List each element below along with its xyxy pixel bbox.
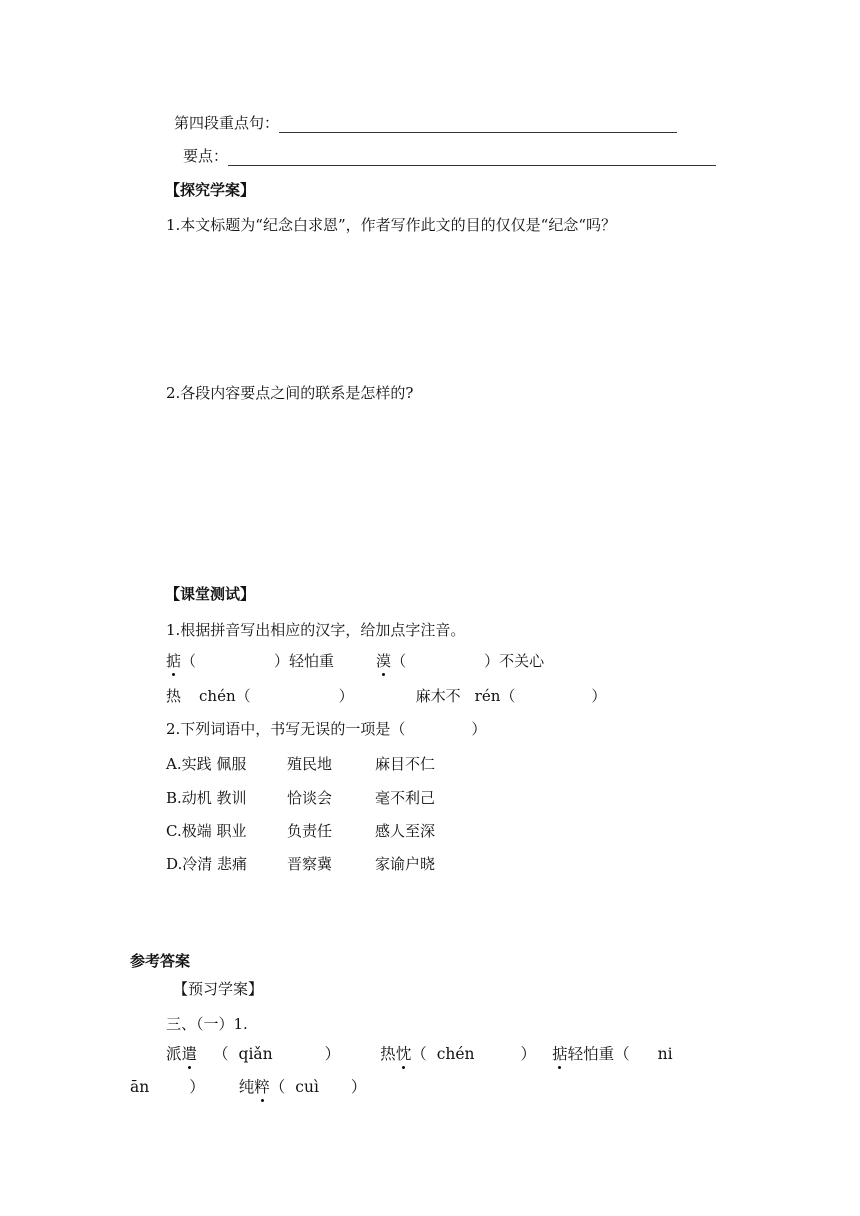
para4-blank[interactable] <box>279 118 677 133</box>
explore-question-1: 1.本文标题为“纪念白求恩”，作者写作此文的目的仅仅是“纪念“吗？ <box>166 216 616 234</box>
dotted-char: 掂 <box>166 652 182 670</box>
option-d: D.冷清 悲痛 晋察冀 家谕户晓 <box>166 855 436 873</box>
answers-row-1: 派遣 （ qiǎn ） 热忱（ chén ） 掂轻怕重（ ni <box>166 1045 673 1063</box>
option-b: B.动机 教训 恰谈会 毫不利己 <box>166 789 436 807</box>
test-row-2: 热 chén（ ） 麻木不 rén（ ） <box>166 687 607 705</box>
test-heading: 【课堂测试】 <box>165 585 256 603</box>
explore-question-2: 2.各段内容要点之间的联系是怎样的? <box>166 384 414 402</box>
answers-sub-heading: 【预习学案】 <box>173 980 264 998</box>
dotted-char: 遣 <box>181 1045 198 1063</box>
explore-heading: 【探究学案】 <box>165 181 256 199</box>
dotted-char: 粹 <box>254 1078 270 1096</box>
answers-row-2: ān ） 纯粹（ cuì ） <box>130 1078 367 1096</box>
para4-label: 第四段重点句： <box>174 114 280 132</box>
points-line <box>183 146 716 166</box>
dotted-char: 掂 <box>552 1045 568 1063</box>
dotted-char: 忱 <box>395 1045 412 1063</box>
test-question-2: 2.下列词语中，书写无误的一项是（ ） <box>166 720 487 738</box>
test-question-1: 1.根据拼音写出相应的汉字，给加点字注音。 <box>166 621 466 639</box>
option-a: A.实践 佩服 殖民地 麻目不仁 <box>166 755 436 773</box>
test-row-1: 掂（ ）轻怕重 漠（ ）不关心 <box>166 652 545 670</box>
answers-heading: 参考答案 <box>130 952 191 970</box>
dotted-char: 漠 <box>376 652 392 670</box>
para4-line <box>174 113 677 133</box>
option-c: C.极端 职业 负责任 感人至深 <box>166 822 436 840</box>
points-blank[interactable] <box>228 151 716 166</box>
points-label: 要点： <box>183 147 229 165</box>
answers-section: 三、（一）1. <box>166 1015 248 1033</box>
